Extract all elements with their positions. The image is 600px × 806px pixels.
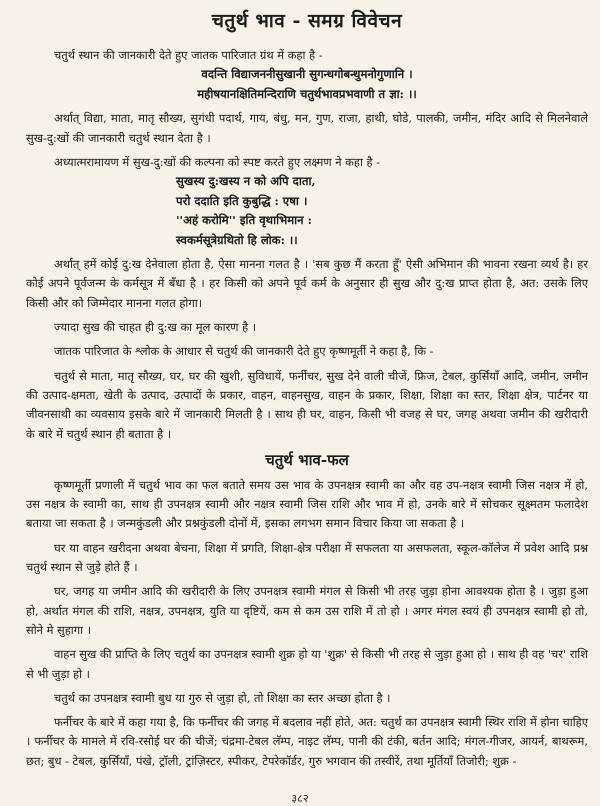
paragraph-2: अर्थात् हमें कोई दु:ख देनेवाला होता है, ऐसा मानना गलत है । 'सब कुछ मैं करता हूँ' ऐसी अभिमान की भावना रखना व्यर्थ है। हर कोई अपने पूर्वजन्म के कर्मसूत्र में बँधा है । हर किसी को अपने पूर्व कर्म के अनुसार ही सुख और दु:ख प्राप्त होता है, अत: उसके लिए किसी और को जिम्मेदार मानना गलत होगा। [26,257,588,310]
verse-2-line-1: सुखस्य दु:खस्य न को अपि दाता, [176,174,316,189]
paragraph-10: चतुर्थ का उपनक्षत्र स्वामी बुध या गुरु से जुड़ा हो, तो शिक्षा का स्तर अच्छा होता है । [54,690,391,705]
page-title: चतुर्थ भाव - समग्र विवेचन [211,10,403,32]
paragraph-6: कृष्णमूर्ती प्रणाली में चतुर्थ भाव का फल बताते समय उस भाव के उपनक्षत्र स्वामी का और वह उप-नक्षत्र स्वामी जिस नक्षत्र में हो, उस नक्षत्र के स्वामी का, साथ ही उपनक्षत्र स्वामी और नक्षत्र स्वामी जिस राशि और भाव में हो, उनके बारे में सोचकर सूक्ष्मतम फलादेश बताया जा सकता है । जन्मकुंडली और प्रश्नकुंडली दोनों में, इसका लगभग समान विचार किया जा सकता है । [26,477,588,531]
paragraph-9: वाहन सुख की प्राप्ति के लिए चतुर्थ का उपनक्षत्र स्वामी शुक्र हो या 'शुक्र' से किसी भी तरह से जुड़ा हुआ हो । साथ ही वह 'चर' राशि से भी जुड़ा हो । [26,647,588,681]
verse-2-line-2: परो ददाति इति कुबुद्धि : एषा । [176,193,308,208]
paragraph-3: ज्यादा सुख की चाहत ही दु:ख का मूल कारण है । [54,320,257,335]
paragraph-7: घर या वाहन खरीदना अथवा बेचना, शिक्षा में प्रगति, शिक्षा-क्षेत्र परीक्षा में सफलता या असफलता, स्कूल-कॉलेज में प्रवेश आदि प्रश्न चतुर्थ स्थान से जुड़े होते हैं । [26,540,588,575]
paragraph-11: फर्नीचर के बारे में कहा गया है, कि फर्नीचर की जगह में बदलाव नहीं होते, अत: चतुर्थ का उपनक्षत्र स्वामी स्थिर राशि में होना चाहिए । फर्नीचर के मामले में रवि-रसोई घर की चीजें; चंद्रमा-टेबल लॅम्प, नाइट लॅम्प, पानी की टंकी, बर्तन आदि; मंगल-गीजर, आयर्न, बाथरूम, छत; बुध - टेबल, कुर्सियाँ, पंखे, ट्रॉली, ट्रांज़िस्टर, स्पीकर, टेपरेकॉर्डर, गुरु भगवान की तस्वीरें, तथा मूर्तियाँ तिजोरी; शुक्र - [26,715,588,768]
section-heading: चतुर्थ भाव-फल [265,450,349,469]
intro-paragraph-2: अध्यात्मरामायण में सुख-दु:खों की कल्पना को स्पष्ट करते हुए लक्ष्मण ने कहा है - [54,154,381,169]
verse-2-line-3: ''अहं करोमि'' इति वृथाभिमान : [176,213,312,228]
paragraph-5: चतुर्थ से माता, मातृ सौख्य, घर, घर की खुशी, सुविधायें, फर्नीचर, सुख देने वाली चीजें, फ्रिज, टेबल, कुर्सियाँ आदि, जमीन, जमीन की उत्पाद-क्षमता, खेती के उत्पाद, उत्पादों के प्रकार, वाहन, वाहनसुख, वाहन के प्रकार, शिक्षा, शिक्षा का स्तर, शिक्षा क्षेत्र, पार्टनर या जीवनसाथी का व्यवसाय इसके बारे में जानकारी मिलती है । साथ ही घर, वाहन, किसी भी वजह से घर, जगह अथवा जमीन की खरीदारी के बारे में चतुर्थ स्थान ही बताता है । [26,368,588,441]
verse-1-line-1: वदन्ति विद्याजननीसुखानी सुगन्धगोबन्धुमनोगुणानि । [201,67,413,82]
paragraph-1: अर्थात् विद्या, माता, मातृ सौख्य, सुगंधी पदार्थ, गाय, बंधु, मन, गुण, राजा, हाथी, घोडे, पालकी, जमीन, मंदिर आदि से मिलनेवाले सुख-दु:खों की जानकारी चतुर्थ स्थान देता है । [26,111,588,145]
paragraph-4: जातक पारिजात के श्लोक के आधार से चतुर्थ की जानकारी देते हुए कृष्णमूर्ती ने कहा है, कि - [54,344,434,359]
verse-1-line-2: महीषयानक्षितिमन्दिराणि चतुर्थभावप्रभवाणी त ज्ञा: ।। [197,86,417,101]
verse-2-line-4: स्वकर्मसूत्रेग्रथितो हि लोक: ।। [176,232,298,247]
page-number: ३८२ [291,792,309,805]
intro-paragraph-1: चतुर्थ स्थान की जानकारी देते हुए जातक पारिजात ग्रंथ में कहा है - [54,48,323,62]
paragraph-8: घर, जगह या जमीन आदि की खरीदारी के लिए उपनक्षत्र स्वामी मंगल से किसी भी तरह जुड़ा होना आवश्यक होता है । जुड़ा हुआ हो, अर्थात मंगल की राशि, नक्षत्र, उपनक्षत्र, युति या दृष्टियें, कम से कम उस राशि में तो हो । अगर मंगल स्वयं ही उपनक्षत्र स्वामी हो तो, सोने मे सुहागा । [26,584,588,637]
